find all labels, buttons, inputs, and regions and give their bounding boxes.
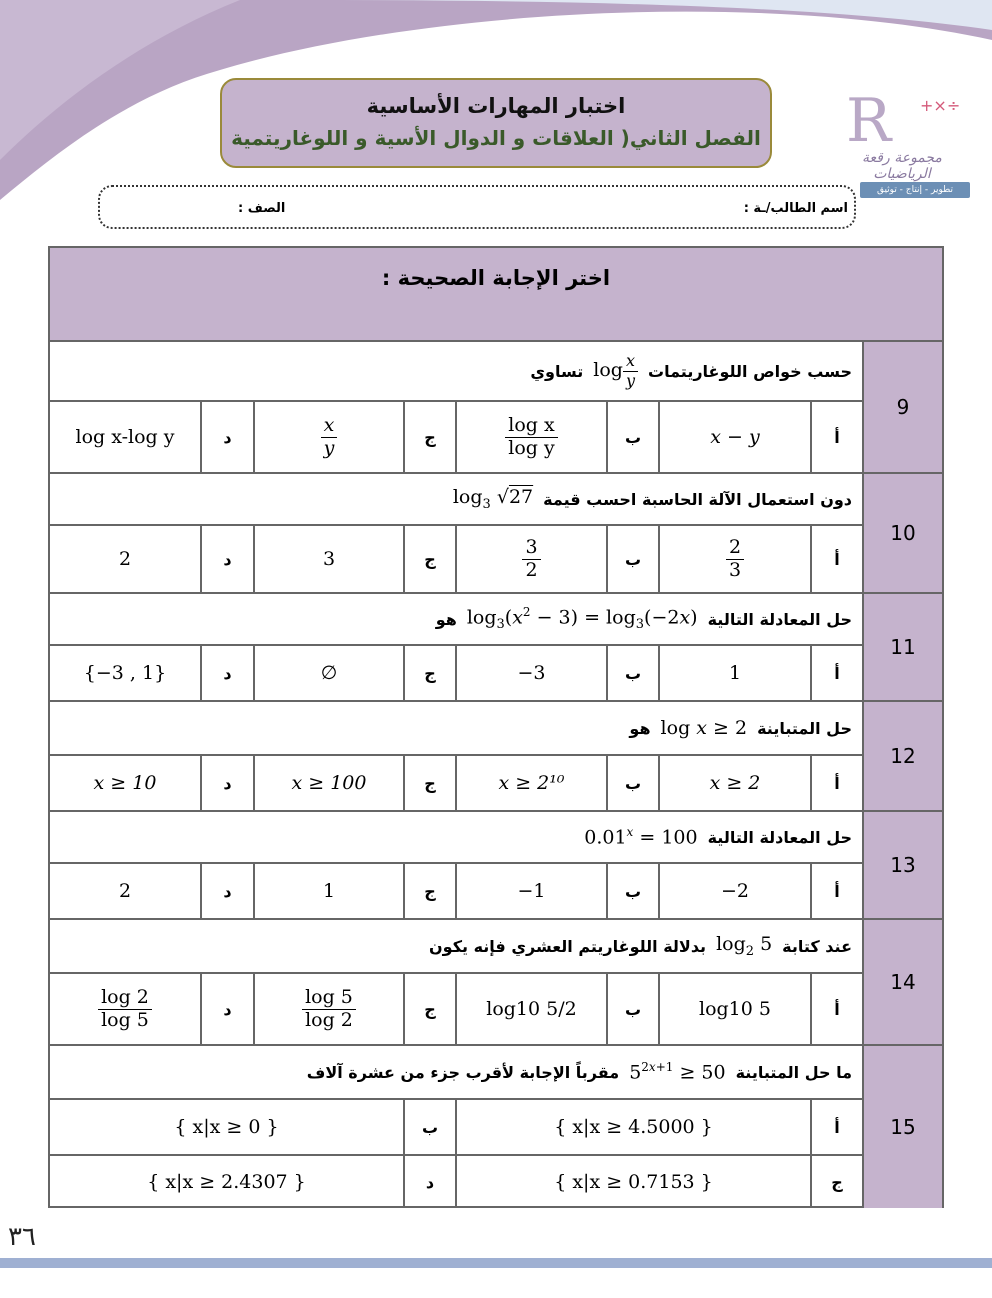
option-value[interactable]: x ≥ 100	[253, 756, 403, 810]
option-value[interactable]: $\frac{3}{2}$	[455, 526, 606, 592]
question-text-row	[50, 592, 862, 644]
footer-bar	[0, 1258, 992, 1268]
option-label[interactable]: أ	[810, 526, 862, 592]
option-label[interactable]: د	[200, 864, 253, 918]
option-label[interactable]: ج	[403, 526, 455, 592]
option-label[interactable]: ج	[403, 756, 455, 810]
option-value[interactable]: x ≥ 10	[93, 772, 157, 794]
test-title: اختبار المهارات الأساسية	[366, 94, 626, 118]
question-text: حل المعادلة التالية	[707, 827, 852, 847]
question-text: حل المعادلة التالية	[707, 609, 852, 629]
student-info-box	[98, 185, 856, 229]
question-number: 10	[862, 472, 942, 592]
option-label[interactable]: أ	[810, 756, 862, 810]
option-value[interactable]: $\frac{x}{y}$	[253, 402, 403, 472]
question-text-row	[50, 1044, 862, 1098]
question-text-row	[50, 700, 862, 754]
option-label[interactable]: أ	[810, 1100, 862, 1154]
question-text: ما حل المتباينة	[735, 1062, 852, 1082]
question-text-suffix: هو	[629, 718, 651, 738]
option-value[interactable]: { x|x ≥ 0.7153 }	[455, 1156, 810, 1208]
section-header	[50, 248, 942, 342]
option-value[interactable]: { x|x ≥ 2.4307 }	[147, 1171, 306, 1193]
option-label[interactable]: د	[200, 402, 253, 472]
options-row	[50, 1154, 862, 1208]
option-label[interactable]: ج	[403, 864, 455, 918]
question-expression: $0.01^x = 100$	[584, 825, 698, 849]
question-text-suffix: هو	[435, 609, 457, 629]
option-label[interactable]: ج	[403, 646, 455, 700]
options-row	[50, 754, 862, 810]
question-number: 9	[862, 340, 942, 472]
class-label: الصف :	[238, 201, 286, 216]
question-number: 11	[862, 592, 942, 700]
question-expression: log x ≥ 2	[660, 717, 748, 739]
question-number: 12	[862, 700, 942, 810]
question-text: دون استعمال الآلة الحاسبة احسب قيمة	[543, 489, 852, 509]
option-value[interactable]: x − y	[658, 402, 810, 472]
question-table	[48, 246, 944, 1208]
question-text-row	[50, 810, 862, 862]
logo-letter-icon: R	[846, 86, 892, 156]
option-value[interactable]: 1	[253, 864, 403, 918]
option-value[interactable]: log10 5	[658, 974, 810, 1044]
option-label[interactable]: ج	[403, 402, 455, 472]
option-label[interactable]: د	[200, 526, 253, 592]
options-row	[50, 400, 862, 472]
option-label[interactable]: ب	[606, 974, 658, 1044]
question-expression: $\log_3(x^2 - 3) = \log_3(-2x)$	[466, 605, 698, 633]
question-number: 15	[862, 1044, 942, 1208]
options-row	[50, 862, 862, 918]
options-row	[50, 972, 862, 1044]
option-value[interactable]: 2	[118, 548, 132, 570]
option-label[interactable]: ب	[606, 402, 658, 472]
option-label[interactable]: أ	[810, 974, 862, 1044]
option-value[interactable]: log10 5/2	[455, 974, 606, 1044]
question-expression: $5^{2x+1} \ge 50$	[629, 1060, 726, 1084]
option-label[interactable]: ج	[810, 1156, 862, 1208]
question-number: 14	[862, 918, 942, 1044]
option-value[interactable]: −3	[455, 646, 606, 700]
option-value[interactable]: −2	[658, 864, 810, 918]
option-value[interactable]: 2	[118, 880, 132, 902]
math-symbols-icon: +×÷	[920, 96, 961, 115]
option-value[interactable]: $\frac{\log 5}{\log 2}$	[253, 974, 403, 1044]
option-label[interactable]: ج	[403, 974, 455, 1044]
option-label[interactable]: ب	[606, 646, 658, 700]
question-text: حسب خواص اللوغاريتمات	[647, 361, 852, 381]
option-label[interactable]: ب	[606, 864, 658, 918]
option-value[interactable]: $\frac{2}{3}$	[658, 526, 810, 592]
question-text-row	[50, 340, 862, 400]
question-expression: $\log_3 √27$	[452, 486, 534, 512]
question-text-suffix: مقرباً الإجابة لأقرب جزء من عشرة آلاف	[306, 1062, 620, 1082]
page-number: ٣٦	[8, 1222, 36, 1252]
option-value[interactable]: $\frac{\text{log x}}{\text{log y}}$	[455, 402, 606, 472]
question-text-row	[50, 472, 862, 524]
title-banner	[220, 78, 772, 168]
option-value[interactable]: −1	[455, 864, 606, 918]
option-value[interactable]: 3	[253, 526, 403, 592]
section-title: اختر الإجابة الصحيحة :	[381, 266, 611, 290]
question-text-row	[50, 918, 862, 972]
option-value[interactable]: x ≥ 2	[658, 756, 810, 810]
question-text-suffix: تساوي	[530, 361, 584, 381]
option-label[interactable]: د	[200, 756, 253, 810]
option-value[interactable]: $\frac{\log 2}{\log 5}$	[50, 974, 200, 1044]
options-row	[50, 524, 862, 592]
question-number: 13	[862, 810, 942, 918]
option-value[interactable]: log x-log y	[75, 426, 175, 448]
options-row	[50, 644, 862, 700]
question-text: عند كتابة	[782, 936, 852, 956]
question-expression: $\log_2 5$	[716, 933, 773, 959]
option-label[interactable]: أ	[810, 402, 862, 472]
option-value[interactable]: ∅	[253, 646, 403, 700]
option-label[interactable]: ب	[606, 756, 658, 810]
option-value[interactable]: 1	[658, 646, 810, 700]
question-expression: log $\frac{x}{y}$	[593, 352, 638, 390]
option-label[interactable]: د	[200, 974, 253, 1044]
question-text: حل المتباينة	[757, 718, 852, 738]
option-value[interactable]: { x|x ≥ 0 }	[174, 1116, 279, 1138]
options-row	[50, 1098, 862, 1154]
logo-text: مجموعة رقعة الرياضيات	[862, 150, 942, 182]
option-label[interactable]: د	[200, 646, 253, 700]
option-label[interactable]: ب	[606, 526, 658, 592]
option-value[interactable]: { x|x ≥ 4.5000 }	[455, 1100, 810, 1154]
option-value[interactable]: x ≥ 2¹⁰	[455, 756, 606, 810]
student-name-label: اسم الطالب/ـة :	[743, 201, 848, 216]
chapter-title: الفصل الثاني( العلاقات و الدوال الأسية و اللوغاريتمية	[231, 126, 761, 150]
option-label[interactable]: ب	[403, 1100, 455, 1154]
logo	[838, 86, 966, 204]
question-text-suffix: بدلالة اللوغاريتم العشري فإنه يكون	[429, 936, 707, 956]
option-label[interactable]: أ	[810, 646, 862, 700]
option-label[interactable]: أ	[810, 864, 862, 918]
logo-tagline: تطوير - إنتاج - توثيق	[860, 182, 970, 198]
option-label[interactable]: د	[403, 1156, 455, 1208]
option-value[interactable]: {−3 , 1}	[83, 662, 167, 684]
